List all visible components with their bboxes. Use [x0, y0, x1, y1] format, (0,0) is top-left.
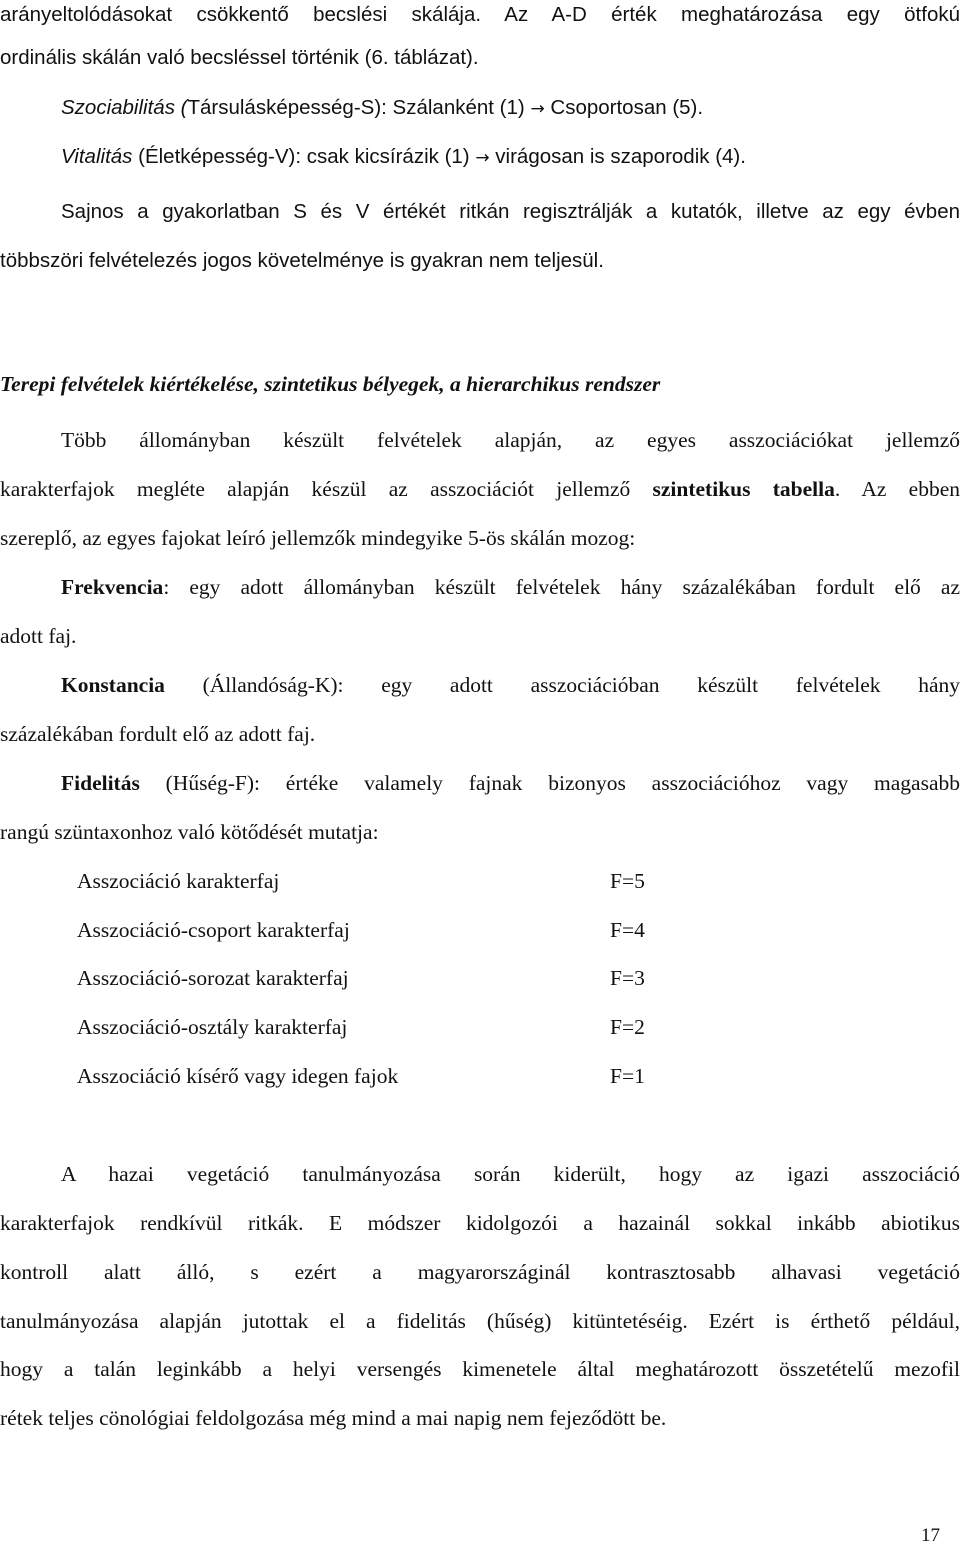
frequency-definition: : egy adott állományban készült felvételek hány százalékában fordult elő az: [163, 575, 960, 599]
section-heading: Terepi felvételek kiértékelése, szintetikus bélyegek, a hierarchikus rendszer: [0, 372, 661, 396]
fidelity-value: F=1: [610, 1064, 645, 1088]
paragraph-1-text-end: . Az ebben: [834, 477, 960, 501]
frequency-line-2: adott faj.: [0, 624, 77, 648]
closing-line-2: karakterfajok rendkívül ritkák. E módszer kidolgozói a hazainál sokkal inkább abiotikus: [0, 1211, 960, 1235]
fidelity-category: Asszociáció-osztály karakterfaj: [77, 1015, 348, 1039]
constancy-definition: (Állandóság-K): egy adott asszociációban készült felvételek hány: [164, 673, 960, 697]
vitality-term: Vitalitás: [61, 145, 133, 168]
frequency-line-1: [0, 572, 960, 602]
paragraph-1-line-2: [0, 474, 960, 504]
closing-line-1: A hazai vegetáció tanulmányozása során kiderült, hogy az igazi asszociáció: [61, 1162, 960, 1186]
fidelity-category: Asszociáció karakterfaj: [77, 869, 280, 893]
note-line-2: többszöri felvételezés jogos követelménye is gyakran nem teljesül.: [0, 249, 604, 272]
right-arrow-icon: →: [530, 99, 545, 119]
constancy-line-1: [0, 670, 960, 700]
vitality-line: [0, 142, 960, 173]
frequency-term: Frekvencia: [61, 575, 164, 599]
fidelity-value: F=4: [610, 918, 645, 942]
vitality-definition: (Életképesség-V): csak kicsírázik (1): [132, 145, 470, 168]
fidelity-value: F=2: [610, 1015, 645, 1039]
fidelity-value: F=5: [610, 869, 645, 893]
paragraph-1-text: karakterfajok megléte alapján készül az asszociációt jellemző: [0, 477, 653, 501]
sociability-line: [0, 93, 960, 124]
page-number: 17: [921, 1525, 940, 1546]
right-arrow-icon: →: [475, 148, 490, 168]
closing-line-3: kontroll alatt álló, s ezért a magyarországinál kontrasztosabb alhavasi vegetáció: [0, 1260, 960, 1284]
intro-line-2: ordinális skálán való becsléssel történik (6. táblázat).: [0, 46, 479, 69]
fidelity-line-2: rangú szüntaxonhoz való kötődését mutatja:: [0, 820, 379, 844]
vitality-end: virágosan is szaporodik (4).: [495, 145, 746, 168]
synthetic-table-term: szintetikus tabella: [652, 477, 835, 501]
fidelity-value: F=3: [610, 966, 645, 990]
closing-line-4: tanulmányozása alapján jutottak el a fidelitás (hűség) kitüntetéséig. Ezért is érthető például,: [0, 1309, 960, 1333]
paragraph-1-line-3: szereplő, az egyes fajokat leíró jellemzők mindegyike 5-ös skálán mozog:: [0, 526, 636, 550]
constancy-term: Konstancia: [61, 673, 165, 697]
fidelity-definition: (Hűség-F): értéke valamely fajnak bizonyos asszociációhoz vagy magasabb: [139, 771, 960, 795]
closing-line-6: rétek teljes cönológiai feldolgozása még mind a mai napig nem fejeződött be.: [0, 1406, 667, 1430]
sociability-end: Csoportosan (5).: [550, 96, 704, 119]
fidelity-category: Asszociáció-csoport karakterfaj: [77, 918, 350, 942]
fidelity-term: Fidelitás: [61, 771, 140, 795]
fidelity-category: Asszociáció kísérő vagy idegen fajok: [77, 1064, 399, 1088]
intro-line-1: arányeltolódásokat csökkentő becslési skálája. Az A-D érték meghatározása egy ötfokú: [0, 3, 960, 26]
closing-line-5: hogy a talán leginkább a helyi versengés kimenetele által meghatározott összetételű mezofil: [0, 1357, 960, 1381]
fidelity-line-1: [0, 768, 960, 798]
paragraph-1-line-1: Több állományban készült felvételek alapján, az egyes asszociációkat jellemző: [61, 428, 960, 452]
note-line-1: Sajnos a gyakorlatban S és V értékét ritkán regisztrálják a kutatók, illetve az egy évben: [61, 200, 960, 223]
constancy-line-2: százalékában fordult elő az adott faj.: [0, 722, 316, 746]
sociability-definition: Társulásképesség-S): Szálanként (1): [187, 96, 525, 119]
fidelity-category: Asszociáció-sorozat karakterfaj: [77, 966, 349, 990]
sociability-term: Szociabilitás (: [61, 96, 188, 119]
